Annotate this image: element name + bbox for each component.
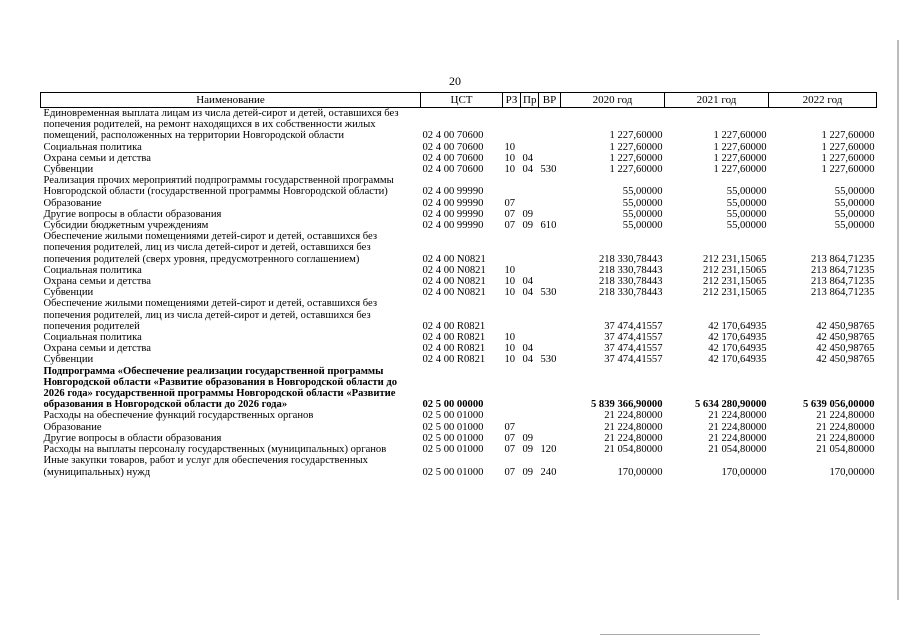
row-name: Социальная политика — [43, 332, 142, 344]
row-name: Расходы на выплаты персоналу государственных (муниципальных) органов — [43, 444, 387, 456]
row-pr: 09 — [522, 444, 534, 456]
row-cst: 02 4 00 N0821 — [422, 253, 486, 265]
row-value-2021: 1 227,60000 — [713, 164, 767, 176]
row-value-2022: 213 864,71235 — [810, 253, 875, 265]
row-name: Социальная политика — [43, 141, 142, 153]
row-value-2022: 42 450,98765 — [816, 343, 875, 355]
row-rz: 10 — [504, 276, 516, 288]
row-name: Охрана семьи и детства — [43, 276, 151, 288]
row-name: Образование — [43, 421, 102, 433]
header-2022: 2022 год — [769, 93, 877, 108]
row-value-2022: 1 227,60000 — [821, 141, 875, 153]
row-name: Другие вопросы в области образования — [43, 208, 222, 220]
row-name: Субвенции — [43, 354, 94, 366]
row-vr — [539, 332, 561, 343]
row-vr — [539, 231, 561, 265]
row-rz — [503, 410, 521, 421]
row-value-2021: 212 231,15065 — [702, 253, 767, 265]
row-name: Реализация прочих мероприятий подпрограммы государственной программы Новгородской области (государственной программы Новгородской области) — [43, 175, 394, 198]
row-pr — [521, 175, 539, 197]
table-row — [41, 287, 877, 298]
row-value-2020: 55,00000 — [622, 220, 663, 232]
header-2021: 2021 год — [665, 93, 769, 108]
row-value-2020: 1 227,60000 — [609, 130, 663, 142]
row-rz: 07 — [504, 220, 516, 232]
row-cst: 02 4 00 99990 — [422, 186, 484, 198]
row-rz: 07 — [504, 466, 516, 478]
table-row — [41, 220, 877, 231]
header-vr: ВР — [539, 93, 561, 108]
row-rz: 10 — [504, 287, 516, 299]
row-value-2022: 55,00000 — [834, 220, 875, 232]
header-2020: 2020 год — [561, 93, 665, 108]
header-name: Наименование — [41, 93, 421, 108]
row-value-2021: 42 170,64935 — [708, 343, 767, 355]
row-value-2020: 5 839 366,90000 — [590, 399, 663, 411]
row-value-2020: 1 227,60000 — [609, 141, 663, 153]
row-pr — [521, 422, 539, 433]
row-rz: 10 — [504, 354, 516, 366]
row-value-2021: 212 231,15065 — [702, 287, 767, 299]
row-value-2022: 55,00000 — [834, 197, 875, 209]
row-vr: 530 — [540, 354, 557, 366]
row-value-2022: 170,00000 — [829, 466, 875, 478]
row-cst: 02 4 00 70600 — [422, 130, 484, 142]
table-row — [41, 422, 877, 433]
row-cst: 02 5 00 01000 — [422, 466, 484, 478]
row-value-2021: 55,00000 — [726, 197, 767, 209]
scan-artifact — [600, 634, 760, 635]
row-value-2021: 55,00000 — [726, 220, 767, 232]
row-cst: 02 4 00 70600 — [422, 164, 484, 176]
table-row — [41, 343, 877, 354]
row-rz: 07 — [504, 421, 516, 433]
table-row — [41, 265, 877, 276]
row-vr — [539, 209, 561, 220]
header-pr: Пр — [521, 93, 539, 108]
row-value-2020: 218 330,78443 — [598, 287, 663, 299]
header-row — [41, 93, 877, 108]
row-name: Иные закупки товаров, работ и услуг для обеспечения государственных (муниципальных) нужд — [43, 455, 368, 478]
row-pr: 04 — [522, 287, 534, 299]
row-pr — [521, 366, 539, 411]
row-vr — [539, 175, 561, 197]
row-cst: 02 4 00 N0821 — [422, 264, 486, 276]
row-vr — [539, 265, 561, 276]
row-rz: 10 — [504, 332, 516, 344]
row-cst: 02 4 00 R0821 — [422, 320, 486, 332]
row-cst: 02 4 00 99990 — [422, 220, 484, 232]
row-rz: 10 — [504, 164, 516, 176]
row-value-2020: 21 224,80000 — [604, 421, 663, 433]
row-vr — [539, 108, 561, 142]
row-pr — [521, 198, 539, 209]
table-row — [41, 108, 877, 142]
row-rz: 10 — [504, 264, 516, 276]
row-value-2020: 218 330,78443 — [598, 276, 663, 288]
row-vr — [539, 410, 561, 421]
row-value-2021: 21 224,80000 — [708, 432, 767, 444]
row-value-2022: 42 450,98765 — [816, 320, 875, 332]
table-row — [41, 410, 877, 421]
row-value-2021: 42 170,64935 — [708, 354, 767, 366]
row-name: Субвенции — [43, 164, 94, 176]
row-pr — [521, 108, 539, 142]
row-value-2021: 1 227,60000 — [713, 152, 767, 164]
table-header — [41, 93, 877, 108]
row-value-2020: 21 224,80000 — [604, 432, 663, 444]
row-name: Субсидии бюджетным учреждениям — [43, 220, 209, 232]
row-pr: 04 — [522, 276, 534, 288]
table-row — [41, 175, 877, 197]
row-vr — [539, 422, 561, 433]
row-pr: 04 — [522, 152, 534, 164]
row-value-2022: 42 450,98765 — [816, 354, 875, 366]
row-cst: 02 4 00 R0821 — [422, 354, 486, 366]
row-value-2022: 55,00000 — [834, 208, 875, 220]
row-value-2022: 1 227,60000 — [821, 152, 875, 164]
row-rz — [503, 175, 521, 197]
row-value-2020: 1 227,60000 — [609, 152, 663, 164]
row-value-2020: 37 474,41557 — [604, 354, 663, 366]
row-value-2022: 42 450,98765 — [816, 332, 875, 344]
row-rz — [503, 298, 521, 332]
row-rz: 10 — [504, 343, 516, 355]
row-pr — [521, 231, 539, 265]
row-cst: 02 5 00 01000 — [422, 421, 484, 433]
row-pr: 04 — [522, 164, 534, 176]
row-name: Субвенции — [43, 287, 94, 299]
row-name: Обеспечение жилыми помещениями детей-сирот и детей, оставшихся без попечения родителей, лиц из числа детей-сирот и детей, оставшихся без попечения родителей — [43, 298, 378, 332]
row-value-2020: 37 474,41557 — [604, 320, 663, 332]
row-name: Охрана семьи и детства — [43, 343, 151, 355]
row-value-2022: 213 864,71235 — [810, 276, 875, 288]
row-value-2021: 21 224,80000 — [708, 421, 767, 433]
row-pr: 09 — [522, 220, 534, 232]
row-cst: 02 4 00 99990 — [422, 208, 484, 220]
row-value-2020: 55,00000 — [622, 208, 663, 220]
scan-artifact — [897, 40, 899, 600]
row-value-2022: 55,00000 — [834, 186, 875, 198]
row-pr: 09 — [522, 432, 534, 444]
row-value-2022: 213 864,71235 — [810, 287, 875, 299]
row-cst: 02 4 00 99990 — [422, 197, 484, 209]
table-row — [41, 433, 877, 444]
row-rz: 07 — [504, 444, 516, 456]
row-value-2022: 1 227,60000 — [821, 164, 875, 176]
table-row — [41, 153, 877, 164]
row-value-2021: 1 227,60000 — [713, 141, 767, 153]
table-row — [41, 231, 877, 265]
row-value-2020: 21 224,80000 — [604, 410, 663, 422]
row-vr: 610 — [540, 220, 557, 232]
row-cst: 02 5 00 01000 — [422, 444, 484, 456]
row-cst: 02 4 00 70600 — [422, 152, 484, 164]
row-value-2021: 5 634 280,90000 — [694, 399, 767, 411]
row-pr — [521, 332, 539, 343]
row-value-2022: 5 639 056,00000 — [802, 399, 875, 411]
row-vr — [539, 433, 561, 444]
table-row — [41, 298, 877, 332]
row-cst: 02 5 00 01000 — [422, 432, 484, 444]
row-value-2020: 55,00000 — [622, 186, 663, 198]
row-value-2022: 1 227,60000 — [821, 130, 875, 142]
row-value-2021: 42 170,64935 — [708, 332, 767, 344]
table-row — [41, 455, 877, 477]
row-value-2022: 21 224,80000 — [816, 410, 875, 422]
table-row — [41, 366, 877, 411]
row-rz — [503, 231, 521, 265]
row-value-2020: 37 474,41557 — [604, 332, 663, 344]
row-cst: 02 4 00 N0821 — [422, 276, 486, 288]
row-rz — [503, 366, 521, 411]
row-cst: 02 4 00 R0821 — [422, 343, 486, 355]
row-value-2021: 170,00000 — [721, 466, 767, 478]
row-value-2021: 55,00000 — [726, 186, 767, 198]
table-row — [41, 142, 877, 153]
row-vr — [539, 366, 561, 411]
row-rz: 07 — [504, 432, 516, 444]
row-vr — [539, 298, 561, 332]
row-value-2021: 21 054,80000 — [708, 444, 767, 456]
row-value-2020: 37 474,41557 — [604, 343, 663, 355]
row-name: Подпрограмма «Обеспечение реализации государственной программы Новгородской области «Развитие образования в Новгородской области до 2026 года» государственной программы Новгородской области «Развитие образования в Новгородской области до 2026 года» — [43, 365, 397, 411]
page-number: 20 — [449, 74, 461, 88]
row-vr — [539, 142, 561, 153]
row-pr: 09 — [522, 208, 534, 220]
row-value-2020: 55,00000 — [622, 197, 663, 209]
row-name: Другие вопросы в области образования — [43, 432, 222, 444]
row-pr: 04 — [522, 354, 534, 366]
row-rz: 10 — [504, 152, 516, 164]
row-name: Охрана семьи и детства — [43, 152, 151, 164]
table-body — [41, 108, 877, 478]
row-value-2020: 1 227,60000 — [609, 164, 663, 176]
table-row — [41, 444, 877, 455]
row-pr — [521, 298, 539, 332]
row-pr — [521, 265, 539, 276]
row-value-2021: 42 170,64935 — [708, 320, 767, 332]
row-value-2020: 218 330,78443 — [598, 264, 663, 276]
row-value-2020: 21 054,80000 — [604, 444, 663, 456]
row-value-2022: 21 224,80000 — [816, 432, 875, 444]
row-value-2021: 1 227,60000 — [713, 130, 767, 142]
row-value-2020: 218 330,78443 — [598, 253, 663, 265]
row-name: Единовременная выплата лицам из числа детей-сирот и детей, оставшихся без попечения родителей, на ремонт находящихся в их собственности жилых помещений, расположенных на территории Новгородской области — [43, 108, 399, 142]
row-cst: 02 5 00 01000 — [422, 410, 484, 422]
row-cst: 02 5 00 00000 — [422, 399, 484, 411]
row-vr: 530 — [540, 164, 557, 176]
row-cst: 02 4 00 N0821 — [422, 287, 486, 299]
header-rz: РЗ — [503, 93, 521, 108]
row-value-2021: 55,00000 — [726, 208, 767, 220]
row-value-2021: 212 231,15065 — [702, 264, 767, 276]
row-vr: 240 — [540, 466, 557, 478]
row-value-2020: 170,00000 — [617, 466, 663, 478]
row-pr — [521, 142, 539, 153]
table-row — [41, 332, 877, 343]
row-name: Расходы на обеспечение функций государственных органов — [43, 410, 314, 422]
row-name: Социальная политика — [43, 264, 142, 276]
row-vr — [539, 198, 561, 209]
row-pr: 04 — [522, 343, 534, 355]
row-rz: 10 — [504, 141, 516, 153]
table-row — [41, 354, 877, 365]
row-vr — [539, 153, 561, 164]
row-value-2022: 21 054,80000 — [816, 444, 875, 456]
row-rz: 07 — [504, 208, 516, 220]
budget-table — [40, 92, 877, 478]
table-row — [41, 209, 877, 220]
row-value-2021: 212 231,15065 — [702, 276, 767, 288]
table-row — [41, 198, 877, 209]
table-row — [41, 276, 877, 287]
row-pr: 09 — [522, 466, 534, 478]
row-pr — [521, 410, 539, 421]
row-cst: 02 4 00 70600 — [422, 141, 484, 153]
row-name: Обеспечение жилыми помещениями детей-сирот и детей, оставшихся без попечения родителей, лиц из числа детей-сирот и детей, оставшихся без попечения родителей (сверх уровня, предусмотренного соглашением) — [43, 231, 378, 265]
header-cst: ЦСТ — [421, 93, 503, 108]
row-value-2022: 21 224,80000 — [816, 421, 875, 433]
table-row — [41, 164, 877, 175]
row-rz: 07 — [504, 197, 516, 209]
row-name: Образование — [43, 197, 102, 209]
row-vr: 530 — [540, 287, 557, 299]
row-cst: 02 4 00 R0821 — [422, 332, 486, 344]
row-rz — [503, 108, 521, 142]
row-value-2021: 21 224,80000 — [708, 410, 767, 422]
row-vr — [539, 276, 561, 287]
row-vr: 120 — [540, 444, 557, 456]
row-value-2022: 213 864,71235 — [810, 264, 875, 276]
row-vr — [539, 343, 561, 354]
